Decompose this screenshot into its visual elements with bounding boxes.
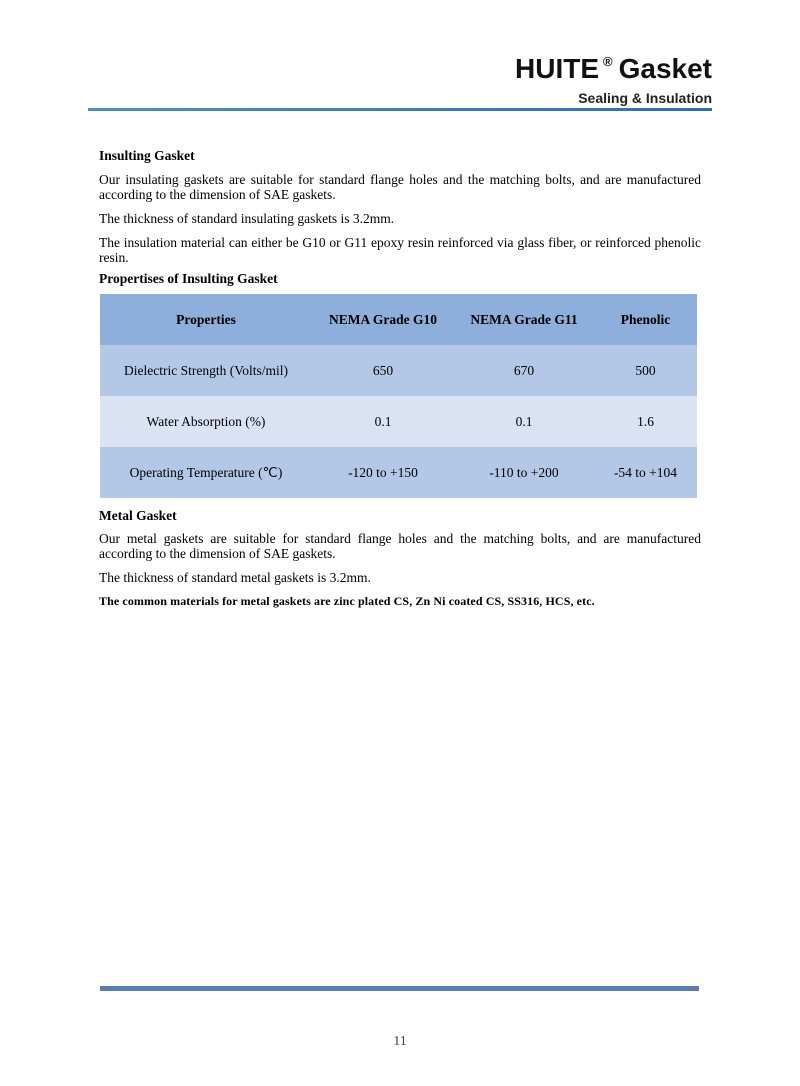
table-cell: 0.1 <box>374 413 392 429</box>
column-header-g11: NEMA Grade G11 <box>470 311 578 327</box>
column-header-phenolic: Phenolic <box>620 311 671 327</box>
table-cell: 670 <box>513 362 535 378</box>
table-cell: -54 to +104 <box>613 464 678 480</box>
table-row <box>100 447 697 498</box>
brand-title <box>515 52 712 91</box>
properties-table <box>100 294 697 498</box>
registered-mark: ® <box>603 54 613 69</box>
table-cell: -120 to +150 <box>348 464 418 480</box>
column-header-g10: NEMA Grade G10 <box>329 311 437 327</box>
metal-gasket-heading: Metal Gasket <box>99 508 177 523</box>
column-header-properties: Properties <box>176 311 236 327</box>
page-number: 11 <box>393 1034 407 1049</box>
footer-divider <box>100 986 699 991</box>
table-row <box>100 345 697 396</box>
metal-paragraph-3: The common materials for metal gaskets are zinc plated CS, Zn Ni coated CS, SS316, HCS, etc. <box>99 594 595 608</box>
table-cell: Operating Temperature (℃) <box>129 464 283 480</box>
page-content <box>99 147 701 609</box>
properties-table-title: Propertises of Insulting Gasket <box>99 271 278 286</box>
table-cell: Dielectric Strength (Volts/mil) <box>124 362 288 378</box>
table-row <box>100 396 697 447</box>
table-cell: 1.6 <box>637 413 654 429</box>
header-divider <box>88 108 712 111</box>
table-cell: Water Absorption (%) <box>146 413 266 429</box>
insulating-paragraph-3: The insulation material can either be G10 or G11 epoxy resin reinforced via glass fiber, or reinforced phenolic resin. <box>99 235 701 265</box>
metal-paragraph-1: Our metal gaskets are suitable for standard flange holes and the matching bolts, and are manufactured according to the dimension of SAE gaskets. <box>99 531 701 561</box>
brand-logo <box>515 52 712 106</box>
brand-tagline: Sealing & Insulation <box>578 90 712 106</box>
table-cell: 650 <box>372 362 394 378</box>
table-cell: 500 <box>635 362 656 378</box>
table-header-row <box>100 294 697 345</box>
table-cell: 0.1 <box>515 413 533 429</box>
brand-word: Gasket <box>618 53 712 84</box>
insulating-paragraph-1: Our insulating gaskets are suitable for standard flange holes and the matching bolts, and are manufactured according to the dimension of SAE gaskets. <box>99 172 701 202</box>
table-cell: -110 to +200 <box>489 464 559 480</box>
insulating-gasket-heading: Insulting Gasket <box>99 148 195 163</box>
brand-name: HUITE <box>515 53 599 84</box>
metal-paragraph-2: The thickness of standard metal gaskets is 3.2mm. <box>99 570 371 585</box>
insulating-paragraph-2: The thickness of standard insulating gaskets is 3.2mm. <box>99 211 395 226</box>
